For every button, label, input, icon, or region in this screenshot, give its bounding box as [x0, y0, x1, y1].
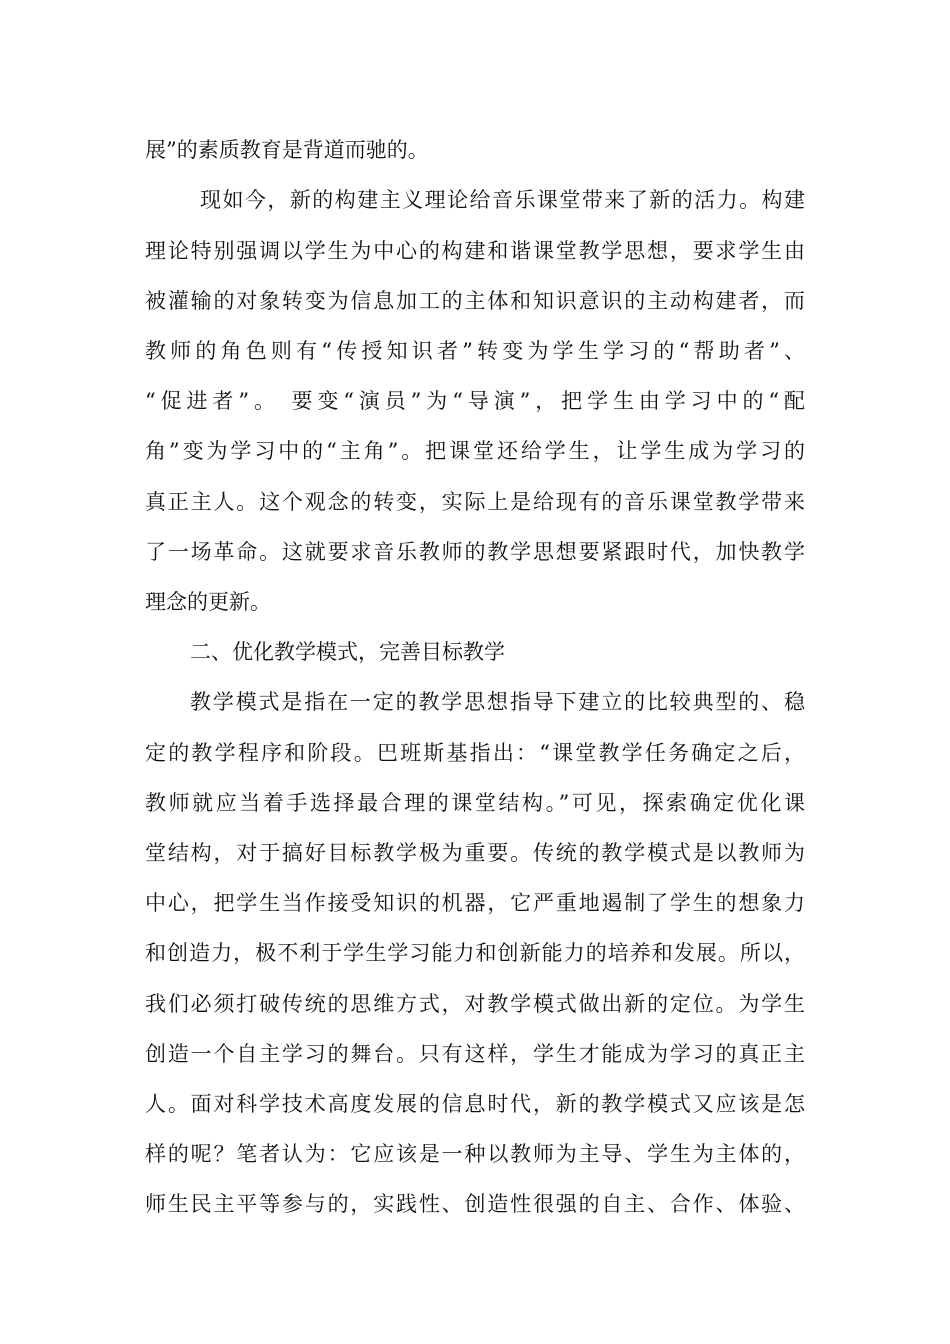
text-line: 展”的素质教育是背道而驰的。: [145, 138, 429, 162]
paragraph-first-line: 现如今，新的构建主义理论给音乐课堂带来了新的活力。构建: [200, 188, 805, 212]
text-line: 创造一个自主学习的舞台。只有这样，学生才能成为学习的真正主: [145, 1042, 805, 1066]
text-line: 人。面对科学技术高度发展的信息时代，新的教学模式又应该是怎: [145, 1092, 805, 1116]
text-line: 定的教学程序和阶段。巴班斯基指出：“课堂教学任务确定之后，: [145, 741, 805, 765]
text-line: 和创造力，极不利于学生学习能力和创新能力的培养和发展。所以，: [145, 941, 805, 965]
text-line: 教师就应当着手选择最合理的课堂结构。”可见，探索确定优化课: [145, 791, 805, 815]
section-heading: 二、优化教学模式，完善目标教学: [190, 640, 505, 664]
text-line: 被灌输的对象转变为信息加工的主体和知识意识的主动构建者，而: [145, 289, 805, 313]
paragraph-first-line: 教学模式是指在一定的教学思想指导下建立的比较典型的、稳: [190, 690, 805, 714]
text-line: 我们必须打破传统的思维方式，对教学模式做出新的定位。为学生: [145, 992, 805, 1016]
text-line: 真正主人。这个观念的转变，实际上是给现有的音乐课堂教学带来: [145, 490, 805, 514]
text-line: 理论特别强调以学生为中心的构建和谐课堂教学思想，要求学生由: [145, 239, 805, 263]
text-line: “促进者”。 要变“演员”为“导演”，把学生由学习中的“配: [145, 389, 805, 413]
text-line: 师生民主平等参与的，实践性、创造性很强的自主、合作、体验、: [145, 1192, 805, 1216]
text-line: 样的呢？笔者认为：它应该是一种以教师为主导、学生为主体的，: [145, 1142, 805, 1166]
text-line: 理念的更新。: [145, 590, 271, 614]
text-line: 中心，把学生当作接受知识的机器，它严重地遏制了学生的想象力: [145, 891, 805, 915]
text-line: 角”变为学习中的“主角”。把课堂还给学生，让学生成为学习的: [145, 439, 805, 463]
text-line: 教师的角色则有“传授知识者”转变为学生学习的“帮助者”、: [145, 339, 805, 363]
text-line: 堂结构，对于搞好目标教学极为重要。传统的教学模式是以教师为: [145, 841, 805, 865]
text-line: 了一场革命。这就要求音乐教师的教学思想要紧跟时代，加快教学: [145, 540, 805, 564]
